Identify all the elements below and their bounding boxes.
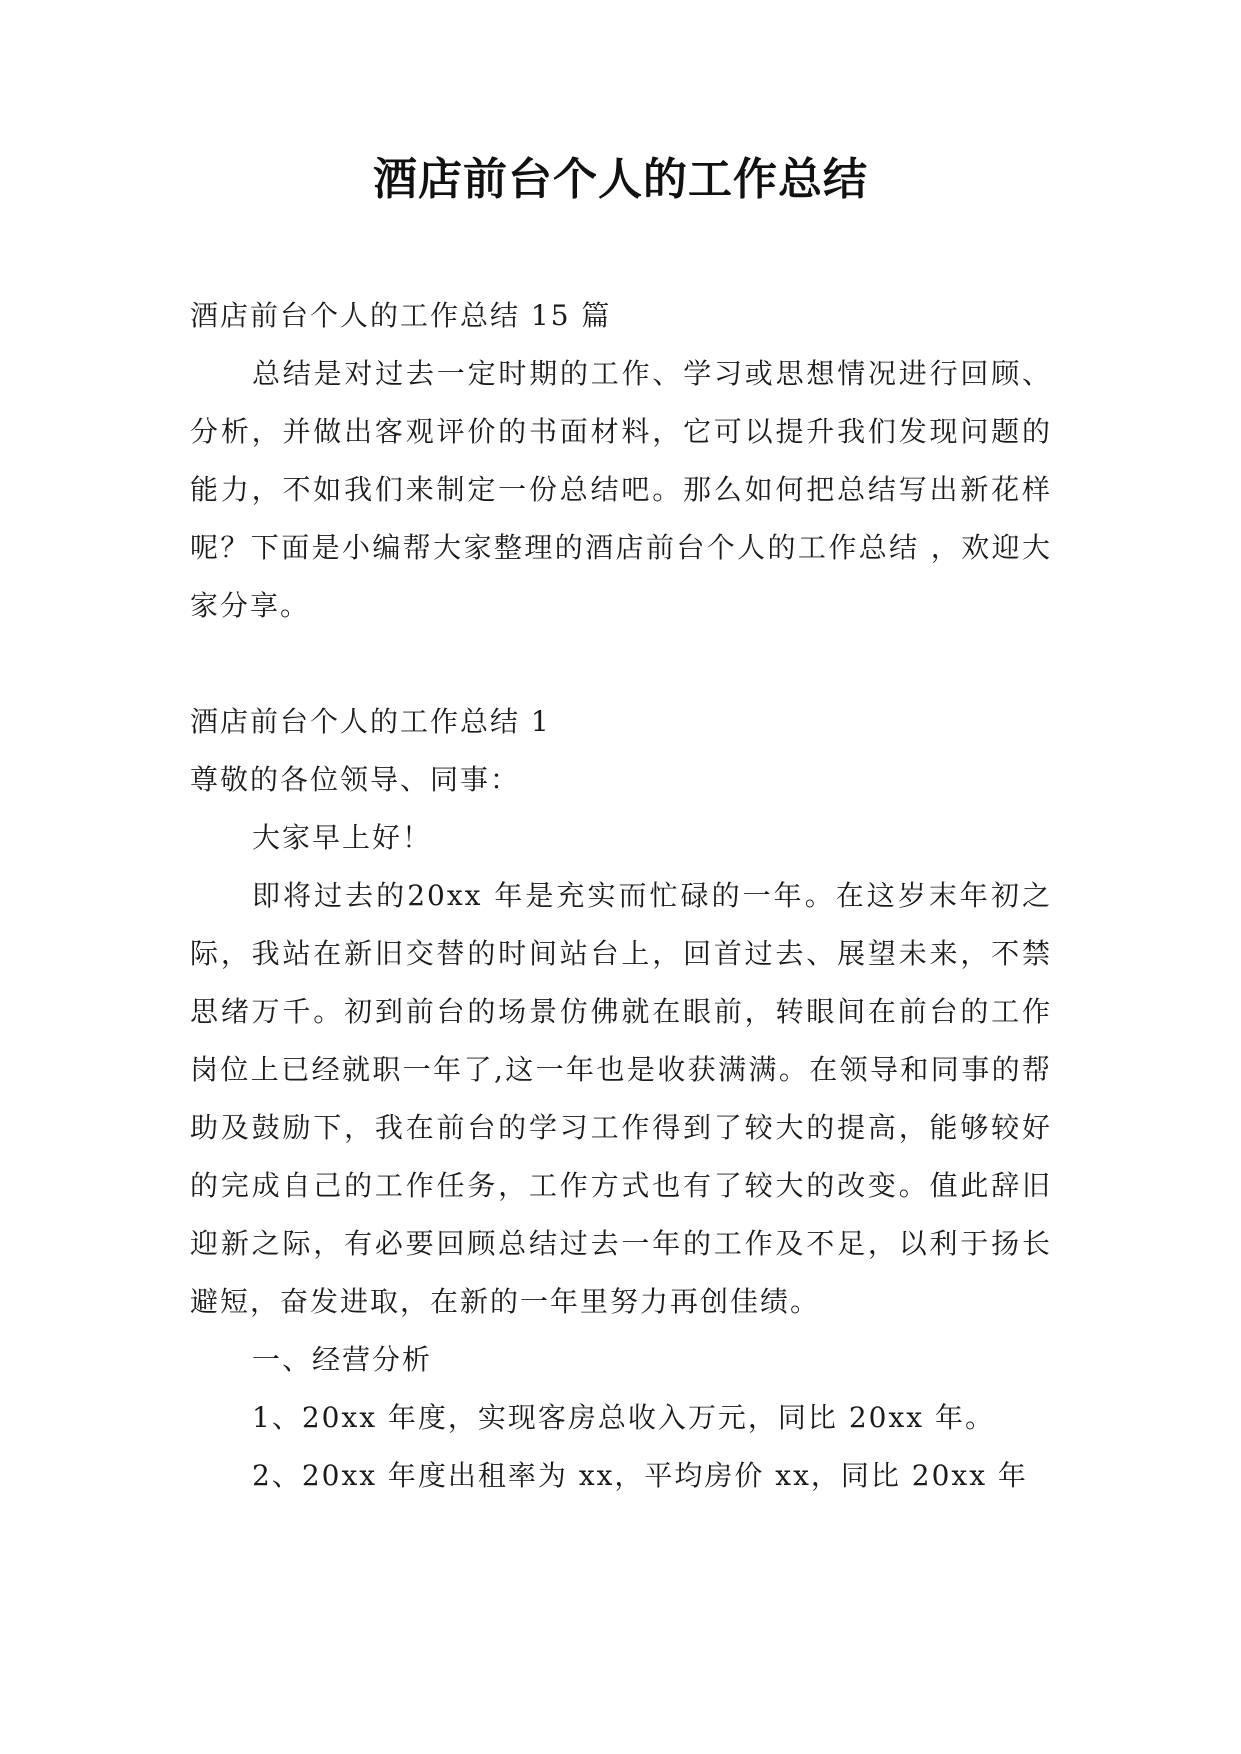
paragraph-spacer	[190, 635, 1052, 693]
document-title: 酒店前台个人的工作总结	[373, 154, 868, 205]
intro-paragraph: 总结是对过去一定时期的工作、学习或思想情况进行回顾、分析，并做出客观评价的书面材料，它可以提升我们发现问题的能力，不如我们来制定一份总结吧。那么如何把总结写出新花样呢？下面是小编帮大家整理的酒店前台个人的工作总结 ，欢迎大家分享。	[190, 357, 1052, 622]
analysis-item-2: 2、20xx 年度出租率为 xx，平均房价 xx，同比 20xx 年	[252, 1459, 1028, 1492]
section-heading: 酒店前台个人的工作总结 1	[190, 705, 551, 738]
salutation: 尊敬的各位领导、同事：	[190, 763, 521, 796]
analysis-item-1: 1、20xx 年度，实现客房总收入万元，同比 20xx 年。	[252, 1401, 995, 1434]
greeting: 大家早上好！	[252, 821, 433, 854]
analysis-heading: 一、经营分析	[252, 1343, 433, 1376]
document-body	[190, 287, 1052, 1505]
body-paragraph: 即将过去的20xx 年是充实而忙碌的一年。在这岁末年初之际，我站在新旧交替的时间站台上，回首过去、展望未来，不禁思绪万千。初到前台的场景仿佛就在眼前，转眼间在前台的工作岗位上已经就职一年了,这一年也是收获满满。在领导和同事的帮助及鼓励下，我在前台的学习工作得到了较大的提高，能够较好的完成自己的工作任务，工作方式也有了较大的改变。值此辞旧迎新之际，有必要回顾总结过去一年的工作及不足，以利于扬长避短，奋发进取，在新的一年里努力再创佳绩。	[190, 879, 1052, 1318]
document-subtitle: 酒店前台个人的工作总结 15 篇	[190, 299, 612, 332]
